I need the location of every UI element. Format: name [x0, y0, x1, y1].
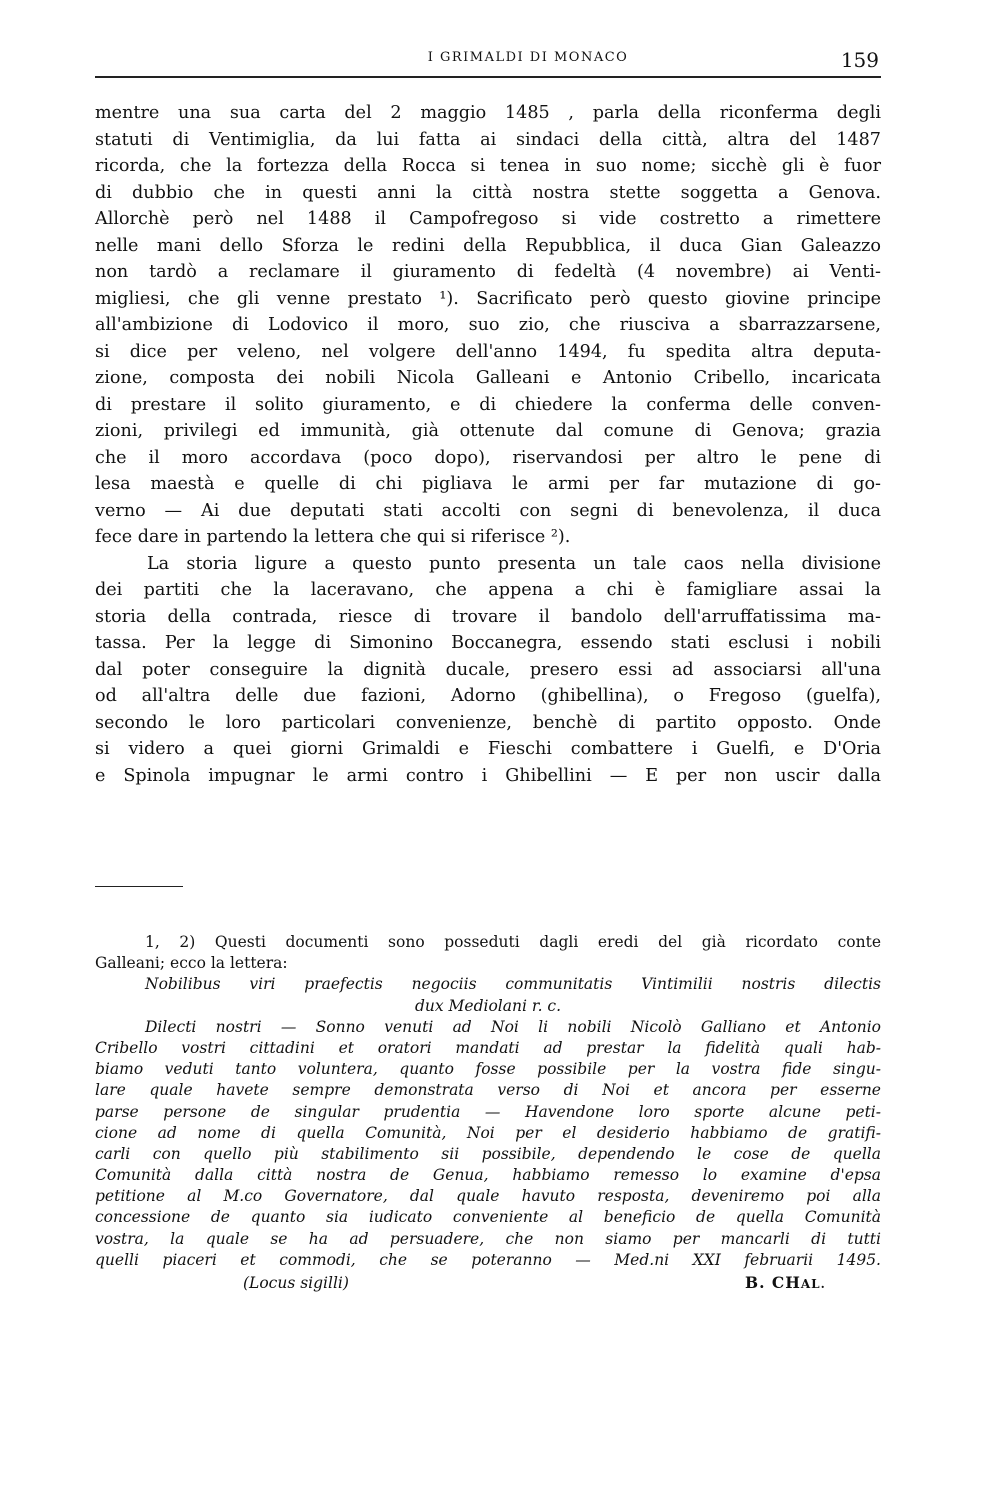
- body-line: dal poter conseguire la dignità ducale, presero essi ad associarsi all'una: [95, 659, 881, 680]
- body-text: [95, 100, 881, 789]
- letter-line: cione ad nome di quella Comunità, Noi per el desiderio habbiamo de gratifi-: [95, 1123, 881, 1142]
- letter-address-line: dux Mediolani r. c.: [414, 996, 562, 1015]
- body-line: dei partiti che la laceravano, che appena a chi è famigliare assai la: [95, 580, 881, 600]
- body-line: si dice per veleno, nel volgere dell'anno 1494, fu spedita altra deputa-: [95, 341, 881, 362]
- letter-line: vostra, la quale se ha ad persuadere, che non siamo per mancarli di tutti: [95, 1229, 881, 1248]
- locus-sigilli: (Locus sigilli): [243, 1274, 349, 1292]
- body-line: si videro a quei giorni Grimaldi e Fieschi combattere i Guelfi, e D'Oria: [95, 739, 881, 759]
- header-rule: [95, 76, 881, 78]
- body-line: statuti di Ventimiglia, da lui fatta ai sindaci della città, altra del 1487: [95, 129, 881, 150]
- body-line: verno — Ai due deputati stati accolti con segni di benevolenza, il duca: [95, 500, 881, 521]
- letter-line: lare quale havete sempre demonstrata verso di Noi et ancora per esserne: [95, 1081, 881, 1100]
- body-line: che il moro accordava (poco dopo), riservandosi per altro le pene di: [95, 447, 881, 468]
- body-line: migliesi, che gli venne prestato ¹). Sacrificato però questo giovine principe: [95, 288, 881, 309]
- body-line: e Spinola impugnar le armi contro i Ghibellini — E per non uscir dalla: [95, 765, 881, 786]
- body-line: zioni, privilegi ed immunità, già ottenute dal comune di Genova; grazia: [95, 421, 881, 441]
- footnote-rule: [95, 886, 183, 887]
- page-number: 159: [840, 48, 879, 72]
- signature-main: B. CH: [745, 1273, 801, 1292]
- body-line: nelle mani dello Sforza le redini della Repubblica, il duca Gian Galeazzo: [95, 235, 881, 256]
- footnotes: [95, 932, 881, 1295]
- letter-line: Comunità dalla città nostra de Genua, habbiamo remesso lo examine d'epsa: [95, 1166, 881, 1185]
- letter-line: concessione de quanto sia iudicato conveniente al beneficio de quella Comunità: [95, 1208, 881, 1227]
- letter-line: petitione al M.co Governatore, dal quale havuto resposta, deveniremo poi alla: [95, 1187, 881, 1206]
- body-line: secondo le loro particolari convenienze, benchè di partito opposto. Onde: [95, 712, 881, 733]
- letter-line: quelli piaceri et commodi, che se poteranno — Med.ni XXI februarii 1495.: [95, 1250, 881, 1269]
- running-title: I GRIMALDI DI MONACO: [427, 50, 629, 65]
- signature: [745, 1271, 826, 1296]
- body-line: La storia ligure a questo punto presenta un tale caos nella divisione: [147, 553, 881, 574]
- body-line: di dubbio che in questi anni la città nostra stette soggetta a Genova.: [95, 182, 881, 203]
- letter-line: biamo veduti tanto voluntera, quanto fosse possibile per la vostra fide singu-: [95, 1060, 881, 1079]
- letter-line: parse persone de singular prudentia — Havendone loro sporte alcune peti-: [95, 1102, 881, 1121]
- body-line: od all'altra delle due fazioni, Adorno (ghibellina), o Fregoso (guelfa),: [95, 686, 881, 706]
- body-line: ricorda, che la fortezza della Rocca si tenea in suo nome; sicchè gli è fuor: [95, 156, 881, 176]
- letter-line: Dilecti nostri — Sonno venuti ad Noi li nobili Nicolò Galliano et Antonio: [145, 1017, 881, 1036]
- body-line: non tardò a reclamare il giuramento di fedeltà (4 novembre) ai Venti-: [95, 262, 881, 282]
- footnote-intro-line: Galleani; ecco la lettera:: [95, 954, 288, 973]
- body-line: zione, composta dei nobili Nicola Galleani e Antonio Cribello, incaricata: [95, 368, 881, 388]
- letter-line: Cribello vostri cittadini et oratori mandati ad prestar la fidelità quali hab-: [95, 1038, 881, 1057]
- body-line: storia della contrada, riesce di trovare il bandolo dell'arruffatissima ma-: [95, 606, 881, 627]
- body-line: lesa maestà e quelle di chi pigliava le armi per far mutazione di go-: [95, 474, 881, 494]
- body-line: Allorchè però nel 1488 il Campofregoso si vide costretto a rimettere: [95, 209, 881, 229]
- body-line: all'ambizione di Lodovico il moro, suo zio, che riusciva a sbarrazzarsene,: [95, 315, 881, 335]
- letter-signature-row: [95, 1271, 881, 1295]
- body-line: tassa. Per la legge di Simonino Boccanegra, essendo stati esclusi i nobili: [95, 633, 881, 653]
- body-line: mentre una sua carta del 2 maggio 1485 , parla della riconferma degli: [95, 103, 881, 123]
- body-line: fece dare in partendo la lettera che qui si riferisce ²).: [95, 527, 571, 547]
- body-line: di prestare il solito giuramento, e di chiedere la conferma delle conven-: [95, 394, 881, 415]
- signature-tail: AL.: [800, 1277, 826, 1291]
- letter-address-line: Nobilibus viri praefectis negociis communitatis Vintimilii nostris dilectis: [145, 975, 881, 994]
- footnote-intro-line: 1, 2) Questi documenti sono posseduti dagli eredi del già ricordato conte: [145, 933, 881, 951]
- running-header: [95, 48, 881, 74]
- letter-line: carli con quello più stabilimento sii possibile, dependendo le cose de quella: [95, 1144, 881, 1163]
